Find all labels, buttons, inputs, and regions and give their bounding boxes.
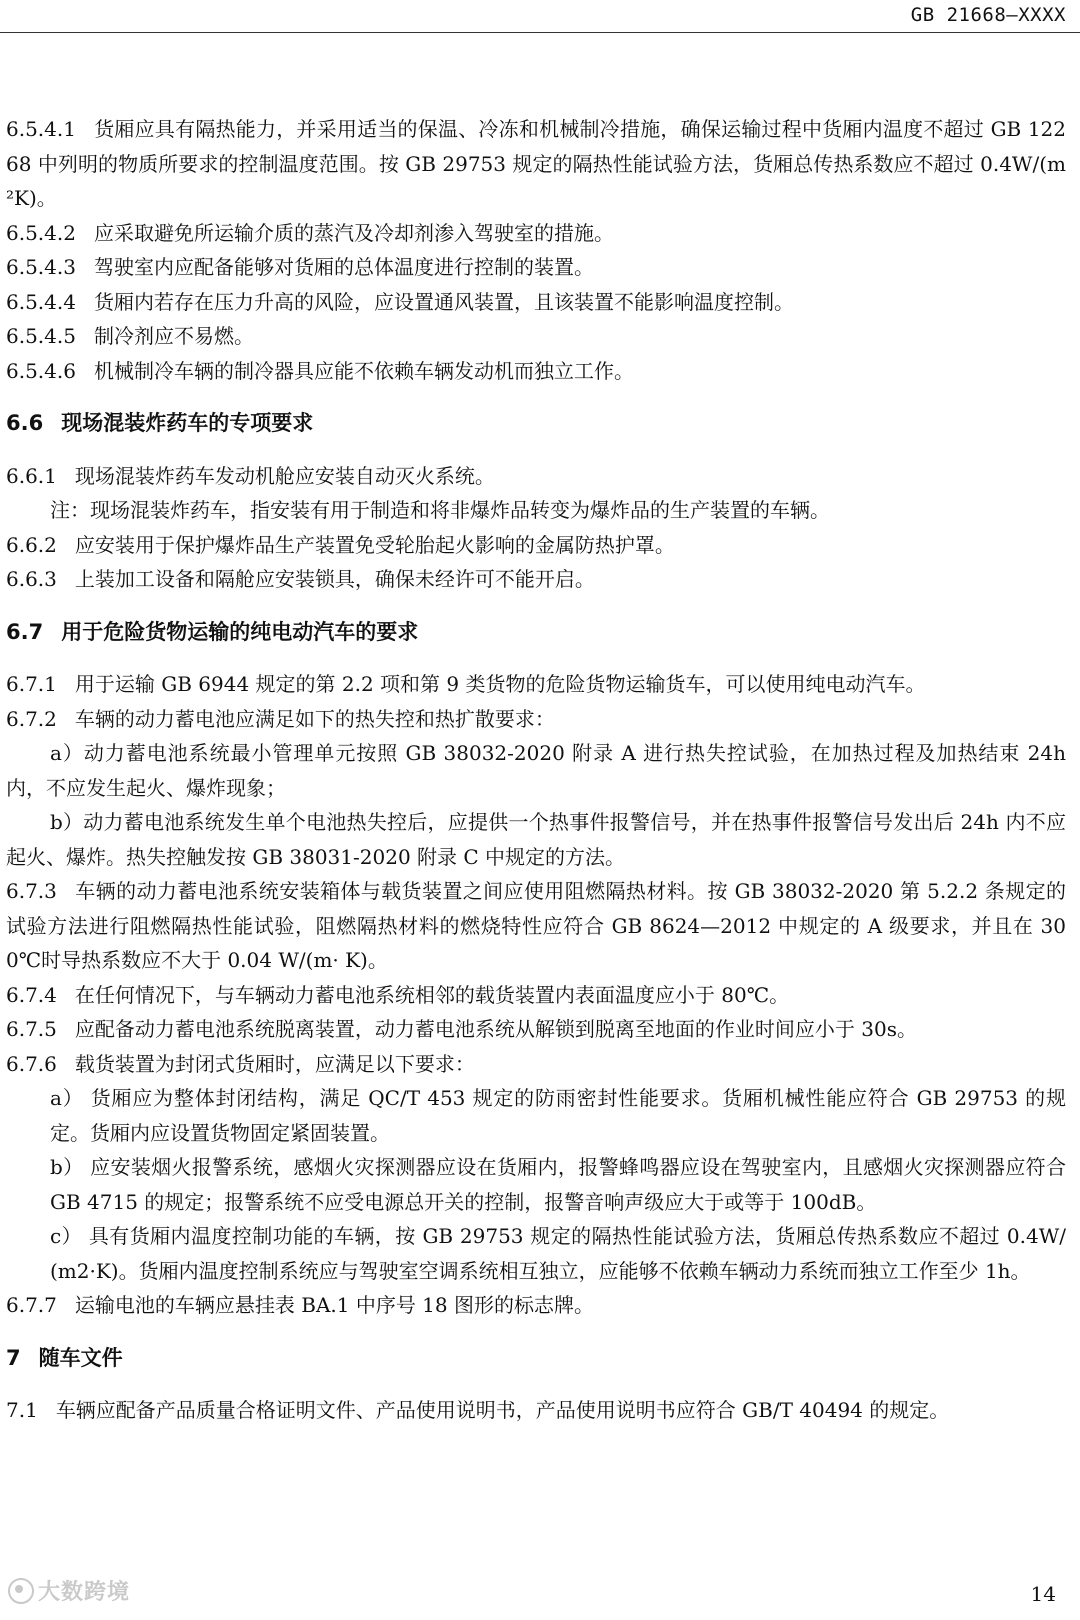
watermark-logo-icon bbox=[8, 1578, 34, 1604]
clause-number: 6.6.1 bbox=[6, 463, 57, 488]
clause-6-7-1 bbox=[6, 667, 1066, 702]
watermark-logo bbox=[8, 1575, 130, 1606]
clause-number: 6.5.4.3 bbox=[6, 255, 76, 279]
list-item-6-7-2-b: b）动力蓄电池系统发生单个电池热失控后，应提供一个热事件报警信号，并在热事件报警信号发出后 24h 内不应起火、爆炸。热失控触发按 GB 38031-2020 附录 C 中规定的方法。 bbox=[6, 810, 1066, 869]
list-item-6-7-6-c: c） 具有货厢内温度控制功能的车辆，按 GB 29753 规定的隔热性能试验方法，货厢总传热系数应不超过 0.4W/(m2·K)。货厢内温度控制系统应与驾驶室空调系统相互独立，应能够不依赖车辆动力系统而独立工作至少 1h。 bbox=[50, 1224, 1066, 1283]
clause-number: 6.7.4 bbox=[6, 982, 57, 1007]
section-heading-6-6 bbox=[6, 406, 1066, 441]
section-number: 7 bbox=[6, 1345, 21, 1370]
clause-text: 机械制冷车辆的制冷器具应能不依赖车辆发动机而独立工作。 bbox=[93, 358, 634, 383]
clause-text: 用于运输 GB 6944 规定的第 2.2 项和第 9 类货物的危险货物运输货车，可以使用纯电动汽车。 bbox=[74, 672, 926, 696]
section-heading-6-7 bbox=[6, 615, 1066, 650]
section-title: 随车文件 bbox=[38, 1345, 123, 1370]
clause-text: 应配备动力蓄电池系统脱离装置，动力蓄电池系统从解锁到脱离至地面的作业时间应小于 30s。 bbox=[74, 1017, 917, 1041]
clause-number: 6.5.4.6 bbox=[6, 358, 76, 383]
clause-6-5-4-3 bbox=[6, 250, 1066, 285]
watermark-text: 大数跨境 bbox=[38, 1580, 131, 1605]
clause-6-5-4-4 bbox=[6, 285, 1066, 320]
clause-6-6-2 bbox=[6, 528, 1066, 563]
page-number: 14 bbox=[1030, 1582, 1056, 1606]
clause-text: 车辆的动力蓄电池系统安装箱体与载货装置之间应使用阻燃隔热材料。按 GB 38032-2020 第 5.2.2 条规定的试验方法进行阻燃隔热性能试验，阻燃隔热材料的燃烧特性应符合 GB 8624—2012 中规定的 A 级要求，并且在 300℃时导热系数应不大于 0.04 W/(m· K)。 bbox=[6, 879, 1066, 972]
clause-number: 6.5.4.1 bbox=[6, 117, 76, 141]
clause-7-1 bbox=[6, 1393, 1066, 1428]
list-item-6-7-6-b: b） 应安装烟火报警系统，感烟火灾探测器应设在货厢内，报警蜂鸣器应设在驾驶室内，且感烟火灾探测器应符合 GB 4715 的规定；报警系统不应受电源总开关的控制，报警音响声级应大于或等于 100dB。 bbox=[50, 1155, 1066, 1214]
document-body bbox=[6, 112, 1066, 1428]
clause-text: 货厢内若存在压力升高的风险，应设置通风装置，且该装置不能影响温度控制。 bbox=[93, 289, 794, 314]
clause-text: 应安装用于保护爆炸品生产装置免受轮胎起火影响的金属防热护罩。 bbox=[74, 532, 675, 557]
clause-6-7-5 bbox=[6, 1012, 1066, 1047]
section-heading-7 bbox=[6, 1341, 1066, 1376]
clause-6-7-4 bbox=[6, 978, 1066, 1013]
clause-text: 货厢应具有隔热能力，并采用适当的保温、冷冻和机械制冷措施，确保运输过程中货厢内温度不超过 GB 12268 中列明的物质所要求的控制温度范围。按 GB 29753 规定的隔热性能试验方法，货厢总传热系数应不超过 0.4W/(m²K)。 bbox=[6, 117, 1066, 210]
section-title: 用于危险货物运输的纯电动汽车的要求 bbox=[61, 619, 419, 644]
clause-number: 6.6.3 bbox=[6, 567, 57, 591]
clause-6-5-4-2 bbox=[6, 216, 1066, 251]
clause-text: 车辆的动力蓄电池应满足如下的热失控和热扩散要求： bbox=[74, 706, 555, 731]
clause-6-7-7 bbox=[6, 1288, 1066, 1323]
clause-text: 运输电池的车辆应悬挂表 BA.1 中序号 18 图形的标志牌。 bbox=[74, 1293, 594, 1317]
clause-text: 应采取避免所运输介质的蒸汽及冷却剂渗入驾驶室的措施。 bbox=[93, 220, 614, 245]
clause-number: 6.5.4.5 bbox=[6, 324, 76, 348]
clause-text: 现场混装炸药车发动机舱应安装自动灭火系统。 bbox=[74, 463, 495, 488]
clause-number: 6.7.6 bbox=[6, 1051, 57, 1076]
clause-number: 6.5.4.4 bbox=[6, 289, 76, 314]
clause-number: 6.7.1 bbox=[6, 672, 57, 696]
clause-text: 驾驶室内应配备能够对货厢的总体温度进行控制的装置。 bbox=[93, 255, 594, 279]
list-item-6-7-2-a: a）动力蓄电池系统最小管理单元按照 GB 38032-2020 附录 A 进行热失控试验，在加热过程及加热结束 24h 内，不应发生起火、爆炸现象； bbox=[6, 741, 1066, 800]
clause-6-5-4-6 bbox=[6, 354, 1066, 389]
clause-number: 6.7.2 bbox=[6, 706, 57, 731]
clause-text: 上装加工设备和隔舱应安装锁具，确保未经许可不能开启。 bbox=[74, 567, 595, 591]
clause-number: 6.7.3 bbox=[6, 879, 57, 903]
clause-6-5-4-5 bbox=[6, 319, 1066, 354]
clause-6-7-3 bbox=[6, 874, 1066, 978]
document-code: GB 21668—XXXX bbox=[910, 4, 1066, 26]
clause-6-7-6 bbox=[6, 1047, 1066, 1082]
clause-number: 6.7.5 bbox=[6, 1017, 57, 1041]
clause-6-7-2 bbox=[6, 702, 1066, 737]
clause-6-5-4-1 bbox=[6, 112, 1066, 216]
section-title: 现场混装炸药车的专项要求 bbox=[61, 411, 314, 435]
list-item-6-7-6-a: a） 货厢应为整体封闭结构，满足 QC/T 453 规定的防雨密封性能要求。货厢机械性能应符合 GB 29753 的规定。货厢内应设置货物固定紧固装置。 bbox=[50, 1086, 1066, 1145]
section-number: 6.7 bbox=[6, 619, 44, 644]
section-number: 6.6 bbox=[6, 411, 44, 435]
clause-text: 载货装置为封闭式货厢时，应满足以下要求： bbox=[74, 1051, 475, 1076]
clause-number: 7.1 bbox=[6, 1398, 38, 1422]
clause-number: 6.5.4.2 bbox=[6, 220, 76, 245]
clause-text: 制冷剂应不易燃。 bbox=[93, 324, 254, 348]
clause-text: 车辆应配备产品质量合格证明文件、产品使用说明书，产品使用说明书应符合 GB/T 40494 的规定。 bbox=[55, 1398, 950, 1422]
clause-number: 6.6.2 bbox=[6, 532, 57, 557]
clause-6-6-3 bbox=[6, 562, 1066, 597]
note-6-6-1: 注：现场混装炸药车，指安装有用于制造和将非爆炸品转变为爆炸品的生产装置的车辆。 bbox=[50, 498, 830, 522]
clause-6-6-1 bbox=[6, 459, 1066, 494]
header-rule bbox=[0, 32, 1080, 33]
clause-number: 6.7.7 bbox=[6, 1293, 57, 1317]
clause-text: 在任何情况下，与车辆动力蓄电池系统相邻的载货装置内表面温度应小于 80℃。 bbox=[74, 982, 790, 1007]
